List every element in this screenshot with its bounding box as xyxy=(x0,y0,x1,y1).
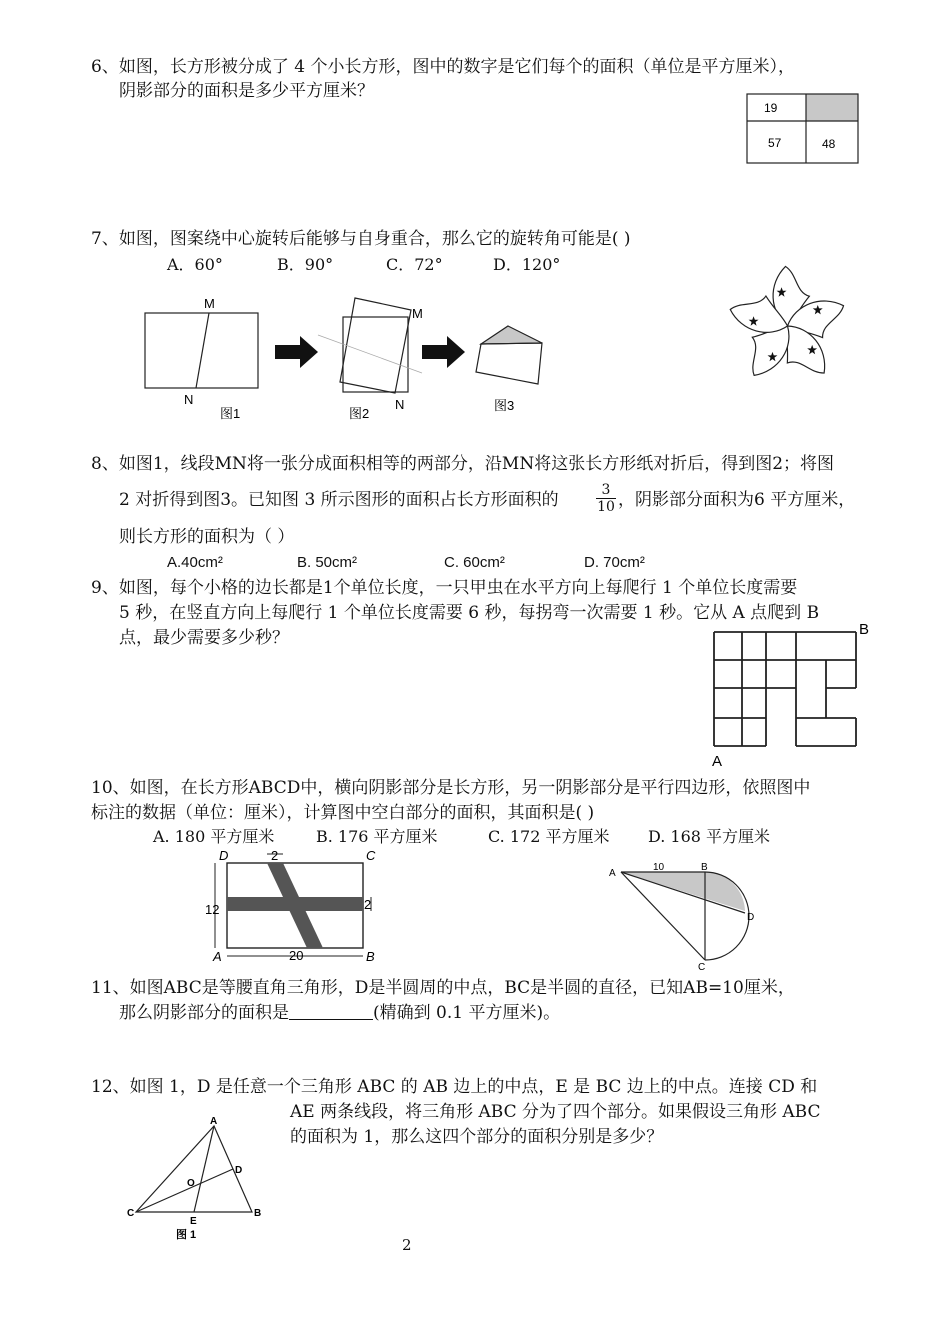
q10-rectangle-figure xyxy=(205,848,380,963)
fig3-shaded xyxy=(481,326,542,344)
fig1-label-m: M xyxy=(204,296,215,311)
q10-line2: 标注的数据（单位：厘米），计算图中空白部分的面积，其面积是( ) xyxy=(91,803,595,823)
arrow-1-icon xyxy=(275,336,318,368)
q7-option-d: D．120° xyxy=(493,255,561,274)
q8-option-c: C. 60cm² xyxy=(444,554,505,571)
fig1-caption: 图1 xyxy=(220,406,241,421)
q10-option-d: D. 168 平方厘米 xyxy=(648,827,771,846)
q12-label-o: O xyxy=(187,1178,195,1189)
q12-triangle-figure xyxy=(124,1116,269,1242)
q7-option-b: B．90° xyxy=(277,255,334,274)
q10-option-c: C. 172 平方厘米 xyxy=(488,827,610,846)
q9-grid-figure xyxy=(706,620,876,770)
q7-option-c: C．72° xyxy=(386,255,443,274)
q12-label-b: B xyxy=(254,1208,262,1219)
q12-label-c: C xyxy=(127,1208,135,1219)
q6-area-grid xyxy=(746,93,860,165)
q8-line2a: 2 对折得到图3。已知图 3 所示图形的面积占长方形面积的 xyxy=(119,490,559,510)
q12-line1: 12、如图 1，D 是任意一个三角形 ABC 的 AB 边上的中点，E 是 BC 边上的中点。连接 CD 和 xyxy=(91,1077,818,1097)
q10-label-left: 12 xyxy=(205,902,220,917)
q10-label-bottom: 20 xyxy=(289,948,304,963)
q8-option-b: B. 50cm² xyxy=(297,554,358,571)
page-number: 2 xyxy=(402,1236,412,1254)
q6-shaded-cell xyxy=(806,94,858,121)
fig1-label-n: N xyxy=(184,392,194,407)
q7-line1: 7、如图，图案绕中心旋转后能够与自身重合，那么它的旋转角可能是( ) xyxy=(91,229,631,249)
fig1-rectangle xyxy=(145,313,258,388)
q10-label-d: D xyxy=(219,848,229,863)
q9-line3: 点，最少需要多少秒？ xyxy=(119,628,289,648)
q9-label-b: B xyxy=(859,621,870,638)
q11-label-b: B xyxy=(701,862,708,873)
q8-fraction-denominator: 10 xyxy=(597,499,615,515)
q10-label-top: 2 xyxy=(271,848,279,863)
fig2-caption: 图2 xyxy=(349,406,370,421)
fig2-rect xyxy=(343,317,408,392)
q8-fraction-numerator: 3 xyxy=(601,482,611,498)
q9-label-a: A xyxy=(712,753,723,770)
q12-line3: 的面积为 1，那么这四个部分的面积分别是多少？ xyxy=(290,1127,664,1147)
q10-label-c: C xyxy=(366,848,376,863)
q8-line3: 则长方形的面积为（ ） xyxy=(119,527,295,547)
q12-caption: 图 1 xyxy=(176,1229,197,1241)
q6-line2: 阴影部分的面积是多少平方厘米？ xyxy=(119,81,374,101)
fig2-folded xyxy=(340,298,411,393)
flower-pattern xyxy=(720,262,855,390)
q10-label-a: A xyxy=(213,949,222,964)
fig3-caption: 图3 xyxy=(494,398,515,413)
fig1-mn-line xyxy=(196,313,209,388)
q11-line2b: (精确到 0.1 平方厘米)。 xyxy=(373,1003,561,1023)
q11-label-c: C xyxy=(698,962,706,973)
q10-option-a: A. 180 平方厘米 xyxy=(153,827,275,846)
q11-answer-blank xyxy=(289,1003,373,1020)
q8-line1: 8、如图1，线段MN将一张分成面积相等的两部分，沿MN将这张长方形纸对折后，得到图2；将图 xyxy=(91,454,835,474)
q6-cell-57: 57 xyxy=(768,136,782,150)
q12-label-d: D xyxy=(235,1165,243,1176)
q12-line2: AE 两条线段，将三角形 ABC 分为了四个部分。如果假设三角形 ABC xyxy=(290,1102,821,1122)
q8-option-a: A.40cm² xyxy=(167,554,223,571)
q11-line2a: 那么阴影部分的面积是 xyxy=(119,1003,289,1023)
q6-cell-48: 48 xyxy=(822,137,836,151)
fig3-shape xyxy=(476,343,542,384)
q11-figure xyxy=(605,858,765,973)
q11-line1: 11、如图ABC是等腰直角三角形，D是半圆周的中点，BC是半圆的直径，已知AB=10厘米， xyxy=(91,978,795,998)
q11-label-a: A xyxy=(609,868,616,879)
q8-line2b: ，阴影部分面积为6 平方厘米， xyxy=(618,490,856,510)
fig2-label-m: M xyxy=(412,306,423,321)
q11-label-d: D xyxy=(747,912,755,923)
q6-cell-19: 19 xyxy=(764,101,778,115)
fig2-label-n: N xyxy=(395,397,405,412)
arrow-2-icon xyxy=(422,336,465,368)
fold-figures xyxy=(140,292,560,427)
q8-option-d: D. 70cm² xyxy=(584,554,645,571)
q8-fraction xyxy=(596,482,616,515)
q10-line1: 10、如图，在长方形ABCD中，横向阴影部分是长方形，另一阴影部分是平行四边形，依照图中 xyxy=(91,778,811,798)
q12-label-e: E xyxy=(190,1216,197,1227)
q11-line2 xyxy=(119,1002,560,1024)
q10-option-b: B. 176 平方厘米 xyxy=(316,827,438,846)
q6-line1: 6、如图，长方形被分成了 4 个小长方形，图中的数字是它们每个的面积（单位是平方厘米）， xyxy=(91,57,795,77)
q11-label-ab: 10 xyxy=(653,862,665,873)
q7-option-a: A．60° xyxy=(167,255,223,274)
q9-line2: 5 秒，在竖直方向上每爬行 1 个单位长度需要 6 秒，每拐弯一次需要 1 秒。它从 A 点爬到 B xyxy=(119,603,820,623)
q12-label-a: A xyxy=(210,1116,218,1127)
q9-line1: 9、如图，每个小格的边长都是1个单位长度，一只甲虫在水平方向上每爬行 1 个单位长度需要 xyxy=(91,578,798,598)
q10-label-b: B xyxy=(366,949,375,964)
q10-label-right: 2 xyxy=(364,897,372,912)
